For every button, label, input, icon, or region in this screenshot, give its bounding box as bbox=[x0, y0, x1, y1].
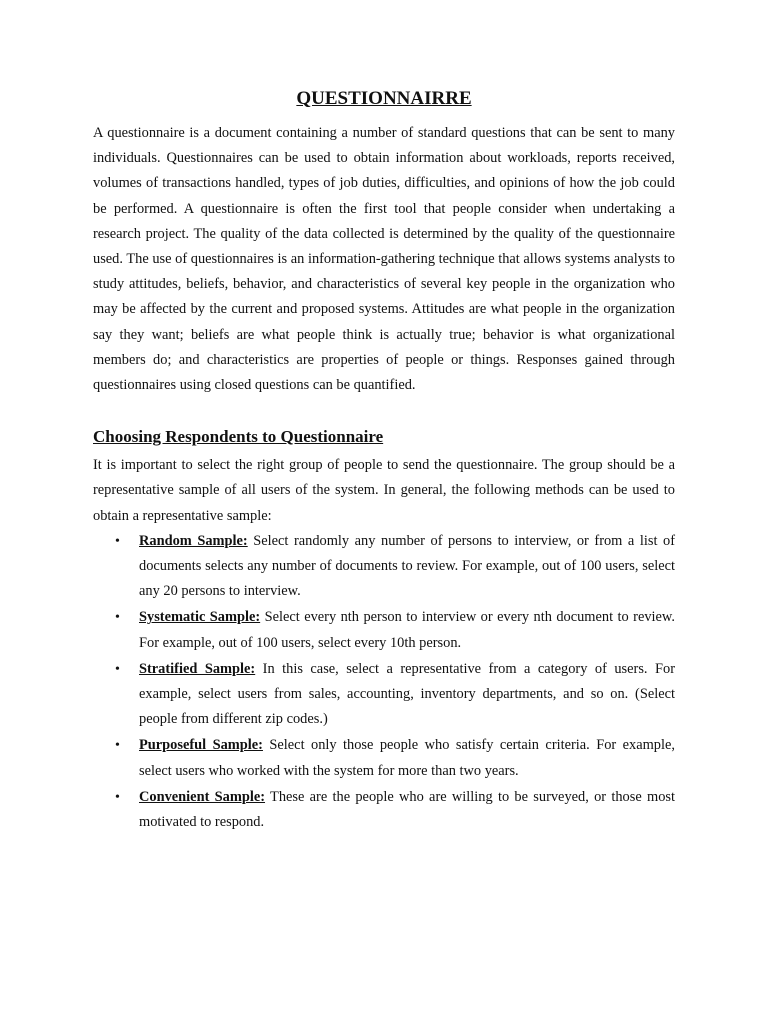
section-paragraph: It is important to select the right group of people to send the questionnaire. The group should be a representative sample of all users of the system. In general, the following methods can be used to obtain a representative sample: bbox=[93, 457, 675, 524]
list-item-stratified-sample bbox=[93, 657, 675, 733]
bullet-icon: • bbox=[115, 661, 120, 677]
bullet-icon: • bbox=[115, 738, 120, 754]
list-item-random-sample bbox=[93, 529, 675, 605]
term-systematic-sample: Systematic Sample: bbox=[139, 609, 261, 626]
term-convenient-sample: Convenient Sample: bbox=[139, 788, 266, 805]
bullet-icon: • bbox=[115, 533, 120, 549]
sampling-methods-list bbox=[93, 529, 675, 835]
list-item-purposeful-sample bbox=[93, 733, 675, 783]
document-page bbox=[93, 86, 675, 836]
intro-paragraph: A questionnaire is a document containing a number of standard questions that can be sent to many individuals. Questionnaires can be used to obtain information about workloads, reports received, volumes of transactions handled, types of job duties, difficulties, and opinions of how the job could be performed. A questionnaire is often the first tool that people consider when undertaking a research project. The quality of the data collected is determined by the quality of the questionnaire used. The use of questionnaires is an information-gathering technique that allows systems analysts to study attitudes, beliefs, behavior, and characteristics of several key people in the organization who may be affected by the current and proposed systems. Attitudes are what people in the organization say they want; beliefs are what people think is actually true; behavior is what organizational members do; and characteristics are properties of people or things. Responses gained through questionnaires using closed questions can be quantified. bbox=[93, 125, 675, 394]
term-purposeful-sample: Purposeful Sample: bbox=[139, 737, 263, 754]
bullet-icon: • bbox=[115, 610, 120, 626]
item-text: Select every nth person to interview or every nth document to review. For example, out of 100 users, select every 10th person. bbox=[139, 609, 675, 651]
item-text: These are the people who are willing to be surveyed, or those most motivated to respond. bbox=[139, 788, 675, 831]
list-item-convenient-sample bbox=[93, 785, 675, 835]
document-title: QUESTIONNAIRRE bbox=[296, 88, 472, 109]
item-text: Select randomly any number of persons to interview, or from a list of documents selects any number of documents to review. For example, out of 100 users, select any 20 persons to interview. bbox=[139, 532, 675, 600]
list-item-systematic-sample bbox=[93, 605, 675, 655]
item-text: Select only those people who satisfy certain criteria. For example, select users who worked with the system for more than two years. bbox=[139, 737, 675, 779]
term-random-sample: Random Sample: bbox=[139, 532, 248, 549]
bullet-icon: • bbox=[115, 789, 120, 805]
item-text: In this case, select a representative from a category of users. For example, select users from sales, accounting, inventory departments, and so on. (Select people from different zip codes.) bbox=[139, 660, 675, 728]
term-stratified-sample: Stratified Sample: bbox=[139, 660, 256, 677]
section-heading: Choosing Respondents to Questionnaire bbox=[93, 427, 384, 447]
